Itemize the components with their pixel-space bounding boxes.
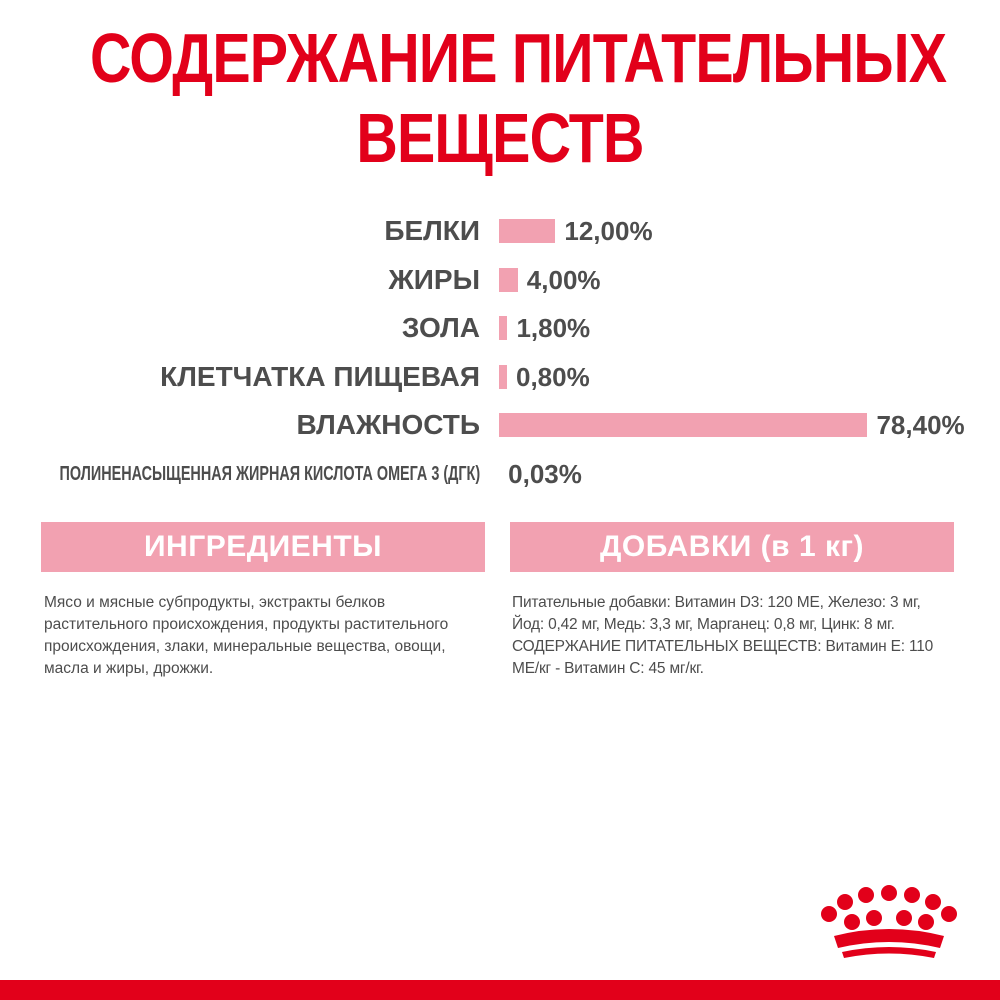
chart-value-label: 1,80% [516,313,591,343]
chart-bar [499,219,555,243]
chart-value-label: 0,80% [516,361,590,392]
nutrient-bar-chart [0,200,1000,510]
chart-category-label: ВЛАЖНОСТЬ [296,409,480,440]
chart-bar [499,316,507,340]
chart-bar [499,365,507,389]
chart-category-label: ЖИРЫ [388,263,480,295]
chart-value-label: 4,00% [526,264,601,295]
ingredients-line: Мясо и мясные субпродукты, экстракты белков [44,594,386,611]
ingredients-heading: ИНГРЕДИЕНТЫ [41,522,485,572]
chart-bar [499,413,867,437]
ingredients-line: масла и жиры, дрожжи. [44,660,214,677]
chart-category-label: БЕЛКИ [384,215,480,246]
additives-line: Йод: 0,42 мг, Медь: 3,3 мг, Марганец: 0,8 мг, Цинк: 8 мг. [512,616,895,633]
royal-canin-crown-icon [814,884,964,964]
chart-category-label: КЛЕТЧАТКА ПИЩЕВАЯ [160,360,480,392]
ingredients-line: растительного происхождения, продукты растительного [44,616,449,633]
additives-line: Питательные добавки: Витамин D3: 120 МЕ, Железо: 3 мг, [512,594,921,611]
chart-category-label: ПОЛИНЕНАСЫЩЕННАЯ ЖИРНАЯ КИСЛОТА ОМЕГА 3 (ДГК) [59,462,480,485]
additives-text [512,592,972,680]
ingredients-text [44,592,484,680]
additives-line: СОДЕРЖАНИЕ ПИТАТЕЛЬНЫХ ВЕЩЕСТВ: Витамин Е: 110 [512,638,934,655]
ingredients-line: происхождения, злаки, минеральные вещества, овощи, [44,638,446,655]
title-line-1: СОДЕРЖАНИЕ ПИТАТЕЛЬНЫХ [90,19,947,97]
title-line-2: ВЕЩЕСТВ [356,99,644,177]
additives-heading: ДОБАВКИ (в 1 кг) [510,522,954,572]
chart-category-label: ЗОЛА [401,312,480,343]
chart-bar [499,268,518,292]
chart-value-label: 78,40% [876,410,965,440]
chart-value-label: 0,03% [508,458,582,489]
chart-value-label: 12,00% [564,216,653,246]
additives-line: МЕ/кг - Витамин С: 45 мг/кг. [512,660,704,677]
page-title [90,18,947,178]
bottom-brand-bar [0,980,1000,1000]
